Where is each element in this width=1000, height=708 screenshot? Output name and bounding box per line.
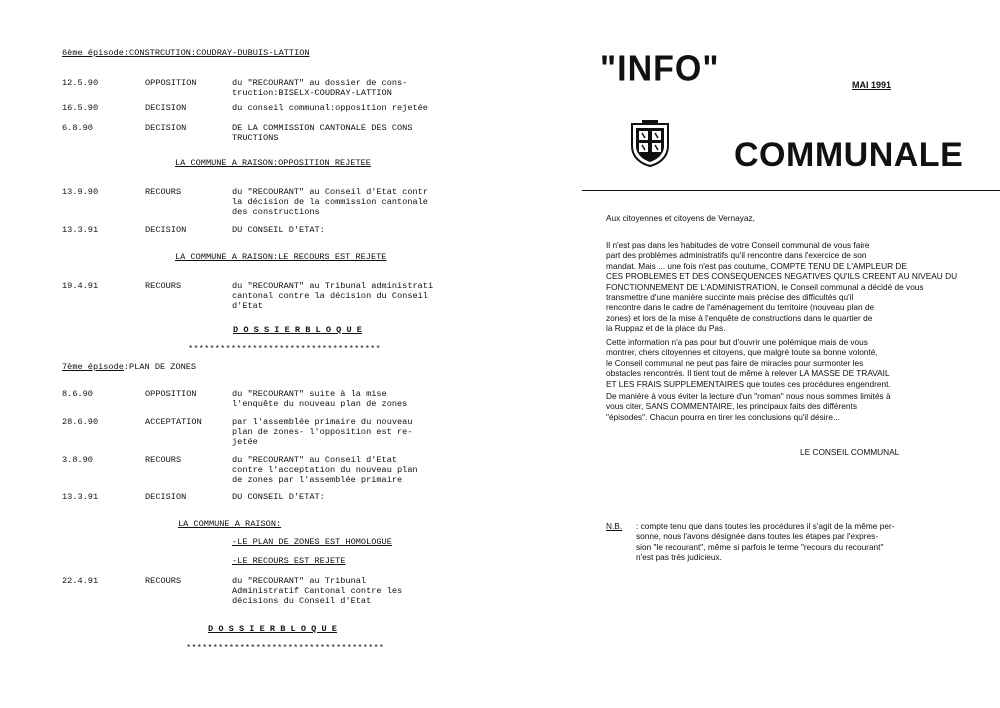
greeting: Aux citoyennes et citoyens de Vernayaz,: [606, 213, 755, 223]
header-divider: [582, 190, 1000, 191]
row-type: DECISION: [145, 492, 187, 502]
paragraph-line: rencontre dans le cadre de l'aménagement du territoire (nouveau plan de: [606, 302, 875, 313]
stars-divider: *************************************: [186, 643, 385, 653]
row-desc: [232, 455, 462, 485]
row-type: RECOURS: [145, 281, 182, 291]
row-desc: [232, 576, 462, 606]
paragraph-3: [606, 391, 976, 422]
row-type: OPPOSITION: [145, 389, 197, 399]
row-date: 28.6.90: [62, 417, 99, 427]
row-type: RECOURS: [145, 455, 182, 465]
row-desc-line: DU CONSEIL D'ETAT:: [232, 225, 325, 235]
row-desc: [232, 281, 462, 311]
paragraph-line: part des problèmes administratifs qu'il rencontre dans l'exercice de son: [606, 250, 867, 261]
paragraph-line: transmettre d'une manière succinte mais précise des difficultés qu'il: [606, 292, 854, 303]
row-desc-line: d'Etat: [232, 301, 263, 311]
row-desc-line: des constructions: [232, 207, 320, 217]
row-desc-line: Administratif Cantonal contre les: [232, 586, 403, 596]
row-type: OPPOSITION: [145, 78, 197, 88]
row-desc-line: du "RECOURANT" au Tribunal administrati: [232, 281, 434, 291]
row-desc: [232, 187, 462, 217]
dossier-bloque-heading: D O S S I E R B L O Q U E: [208, 624, 337, 634]
row-desc-line: l'enquête du nouveau plan de zones: [232, 399, 408, 409]
masthead-info: "INFO": [600, 49, 720, 89]
row-desc-line: du conseil communal:opposition rejetée: [232, 103, 428, 113]
footnote-line: sion "le recourant", même si parfois le terme "recours du recourant": [636, 541, 884, 552]
paragraph-line: obstacles rencontrés. Il tient tout de même à relever LA MASSE DE TRAVAIL: [606, 368, 890, 379]
paragraph-line: montrer, chers citoyennes et citoyens, que malgré toute sa bonne volonté,: [606, 347, 878, 358]
row-desc-line: par l'assemblée primaire du nouveau: [232, 417, 413, 427]
right-page: [500, 0, 1000, 708]
row-desc-line: la décision de la commission cantonale: [232, 197, 428, 207]
row-desc: [232, 78, 462, 98]
episode7-title-prefix: 7ème épisode: [62, 362, 124, 372]
row-desc-line: du "RECOURANT" suite à la mise: [232, 389, 387, 399]
paragraph-2: [606, 337, 976, 389]
paragraph-line: ET LES FRAIS SUPPLEMENTAIRES que toutes ces procédures engendrent.: [606, 378, 891, 389]
row-desc-line: du "RECOURANT" au dossier de cons-: [232, 78, 408, 88]
row-desc: [232, 225, 462, 235]
row-desc-line: de zones par l'assemblée primaire: [232, 475, 403, 485]
row-date: 8.6.90: [62, 389, 93, 399]
row-type: ACCEPTATION: [145, 417, 202, 427]
masthead-communale: COMMUNALE: [734, 136, 964, 174]
row-date: 13.9.90: [62, 187, 99, 197]
verdict-item: -LE PLAN DE ZONES EST HOMOLOGUE: [232, 537, 392, 547]
row-date: 16.5.90: [62, 103, 99, 113]
row-type: RECOURS: [145, 187, 182, 197]
row-type: RECOURS: [145, 576, 182, 586]
verdict-item: -LE RECOURS EST REJETE: [232, 556, 346, 566]
footnote-line: : compte tenu que dans toutes les procédures il s'agit de la même per-: [636, 521, 895, 531]
paragraph-line: Il n'est pas dans les habitudes de votre Conseil communal de vous faire: [606, 240, 870, 250]
row-desc: [232, 389, 462, 409]
row-type: DECISION: [145, 225, 187, 235]
row-type: DECISION: [145, 123, 187, 133]
footnote-line: n'est pas très judicieux.: [636, 552, 722, 563]
episode7-title: [62, 362, 196, 372]
row-desc-line: plan de zones- l'opposition est re-: [232, 427, 413, 437]
footnote-line: sonne, nous l'avons désignée dans toutes les étapes par l'expres-: [636, 531, 879, 542]
row-desc-line: contre l'acceptation du nouveau plan: [232, 465, 418, 475]
paragraph-1: [606, 240, 976, 334]
signature: LE CONSEIL COMMUNAL: [800, 447, 900, 457]
row-date: 6.8.90: [62, 123, 93, 133]
episode7-title-suffix: :PLAN DE ZONES: [123, 362, 197, 372]
row-desc-line: du "RECOURANT" au Conseil d'Etat contr: [232, 187, 428, 197]
row-desc: [232, 492, 462, 502]
row-desc-line: truction:BISELX-COUDRAY-LATTION: [232, 88, 392, 98]
row-desc-line: DU CONSEIL D'ETAT:: [232, 492, 325, 502]
episode6-title: 6ème épisode:CONSTRCUTION:COUDRAY-DUBUIS-LATTION: [62, 48, 310, 58]
row-desc: [232, 103, 462, 113]
footnote-label: N.B.: [606, 521, 623, 531]
verdict-heading: LA COMMUNE A RAISON:LE RECOURS EST REJETE: [175, 252, 387, 262]
verdict-heading: LA COMMUNE A RAISON:: [178, 519, 282, 529]
verdict-heading: LA COMMUNE A RAISON:OPPOSITION REJETEE: [175, 158, 371, 168]
row-desc-line: DE LA COMMISSION CANTONALE DES CONS: [232, 123, 413, 133]
row-desc-line: cantonal contre la décision du Conseil: [232, 291, 428, 301]
coat-of-arms-icon: [628, 120, 672, 168]
row-date: 3.8.90: [62, 455, 93, 465]
row-date: 19.4.91: [62, 281, 99, 291]
paragraph-line: le Conseil communal ne peut pas faire de miracles pour surmonter les: [606, 357, 864, 368]
left-page: [0, 0, 490, 708]
paragraph-line: mandat. Mais ... une fois n'est pas coutume, COMPTE TENU DE L'AMPLEUR DE: [606, 260, 907, 271]
row-desc-line: jetée: [232, 437, 258, 447]
row-desc-line: décisions du Conseil d'Etat: [232, 596, 372, 606]
paragraph-line: vous citer, SANS COMMENTAIRE, les principaux faits des différents: [606, 401, 857, 412]
stars-divider: ************************************: [188, 344, 381, 354]
row-desc-line: TRUCTIONS: [232, 133, 279, 143]
row-date: 12.5.90: [62, 78, 99, 88]
row-date: 13.3.91: [62, 492, 99, 502]
row-desc: [232, 417, 462, 447]
paragraph-line: "épisodes". Chacun pourra en tirer les conclusions qu'il désire...: [606, 411, 840, 422]
paragraph-line: Cette information n'a pas pour but d'ouvrir une polémique mais de vous: [606, 337, 868, 347]
row-desc-line: du "RECOURANT" au Conseil d'Etat: [232, 455, 398, 465]
paragraph-line: la Ruppaz et de la place du Pas.: [606, 323, 726, 334]
paragraph-line: zones) et lors de la mise à l'enquête de constructions dans le quartier de: [606, 312, 873, 323]
paragraph-line: CES PROBLEMES ET DES CONSEQUENCES NEGATIVES QU'ILS CREENT AU NIVEAU DU: [606, 271, 958, 282]
paragraph-line: De manière à vous éviter la lecture d'un "roman" nous nous sommes limités à: [606, 391, 891, 401]
footnote-body: [636, 521, 894, 563]
row-date: 13.3.91: [62, 225, 99, 235]
row-desc: [232, 123, 462, 143]
row-type: DECISION: [145, 103, 187, 113]
row-desc-line: du "RECOURANT" au Tribunal: [232, 576, 367, 586]
masthead-date: MAI 1991: [852, 80, 892, 90]
row-date: 22.4.91: [62, 576, 99, 586]
dossier-bloque-heading: D O S S I E R B L O Q U E: [233, 325, 362, 335]
paragraph-line: FONCTIONNEMENT DE L'ADMINISTRATION, le Conseil communal a décidé de vous: [606, 281, 924, 292]
